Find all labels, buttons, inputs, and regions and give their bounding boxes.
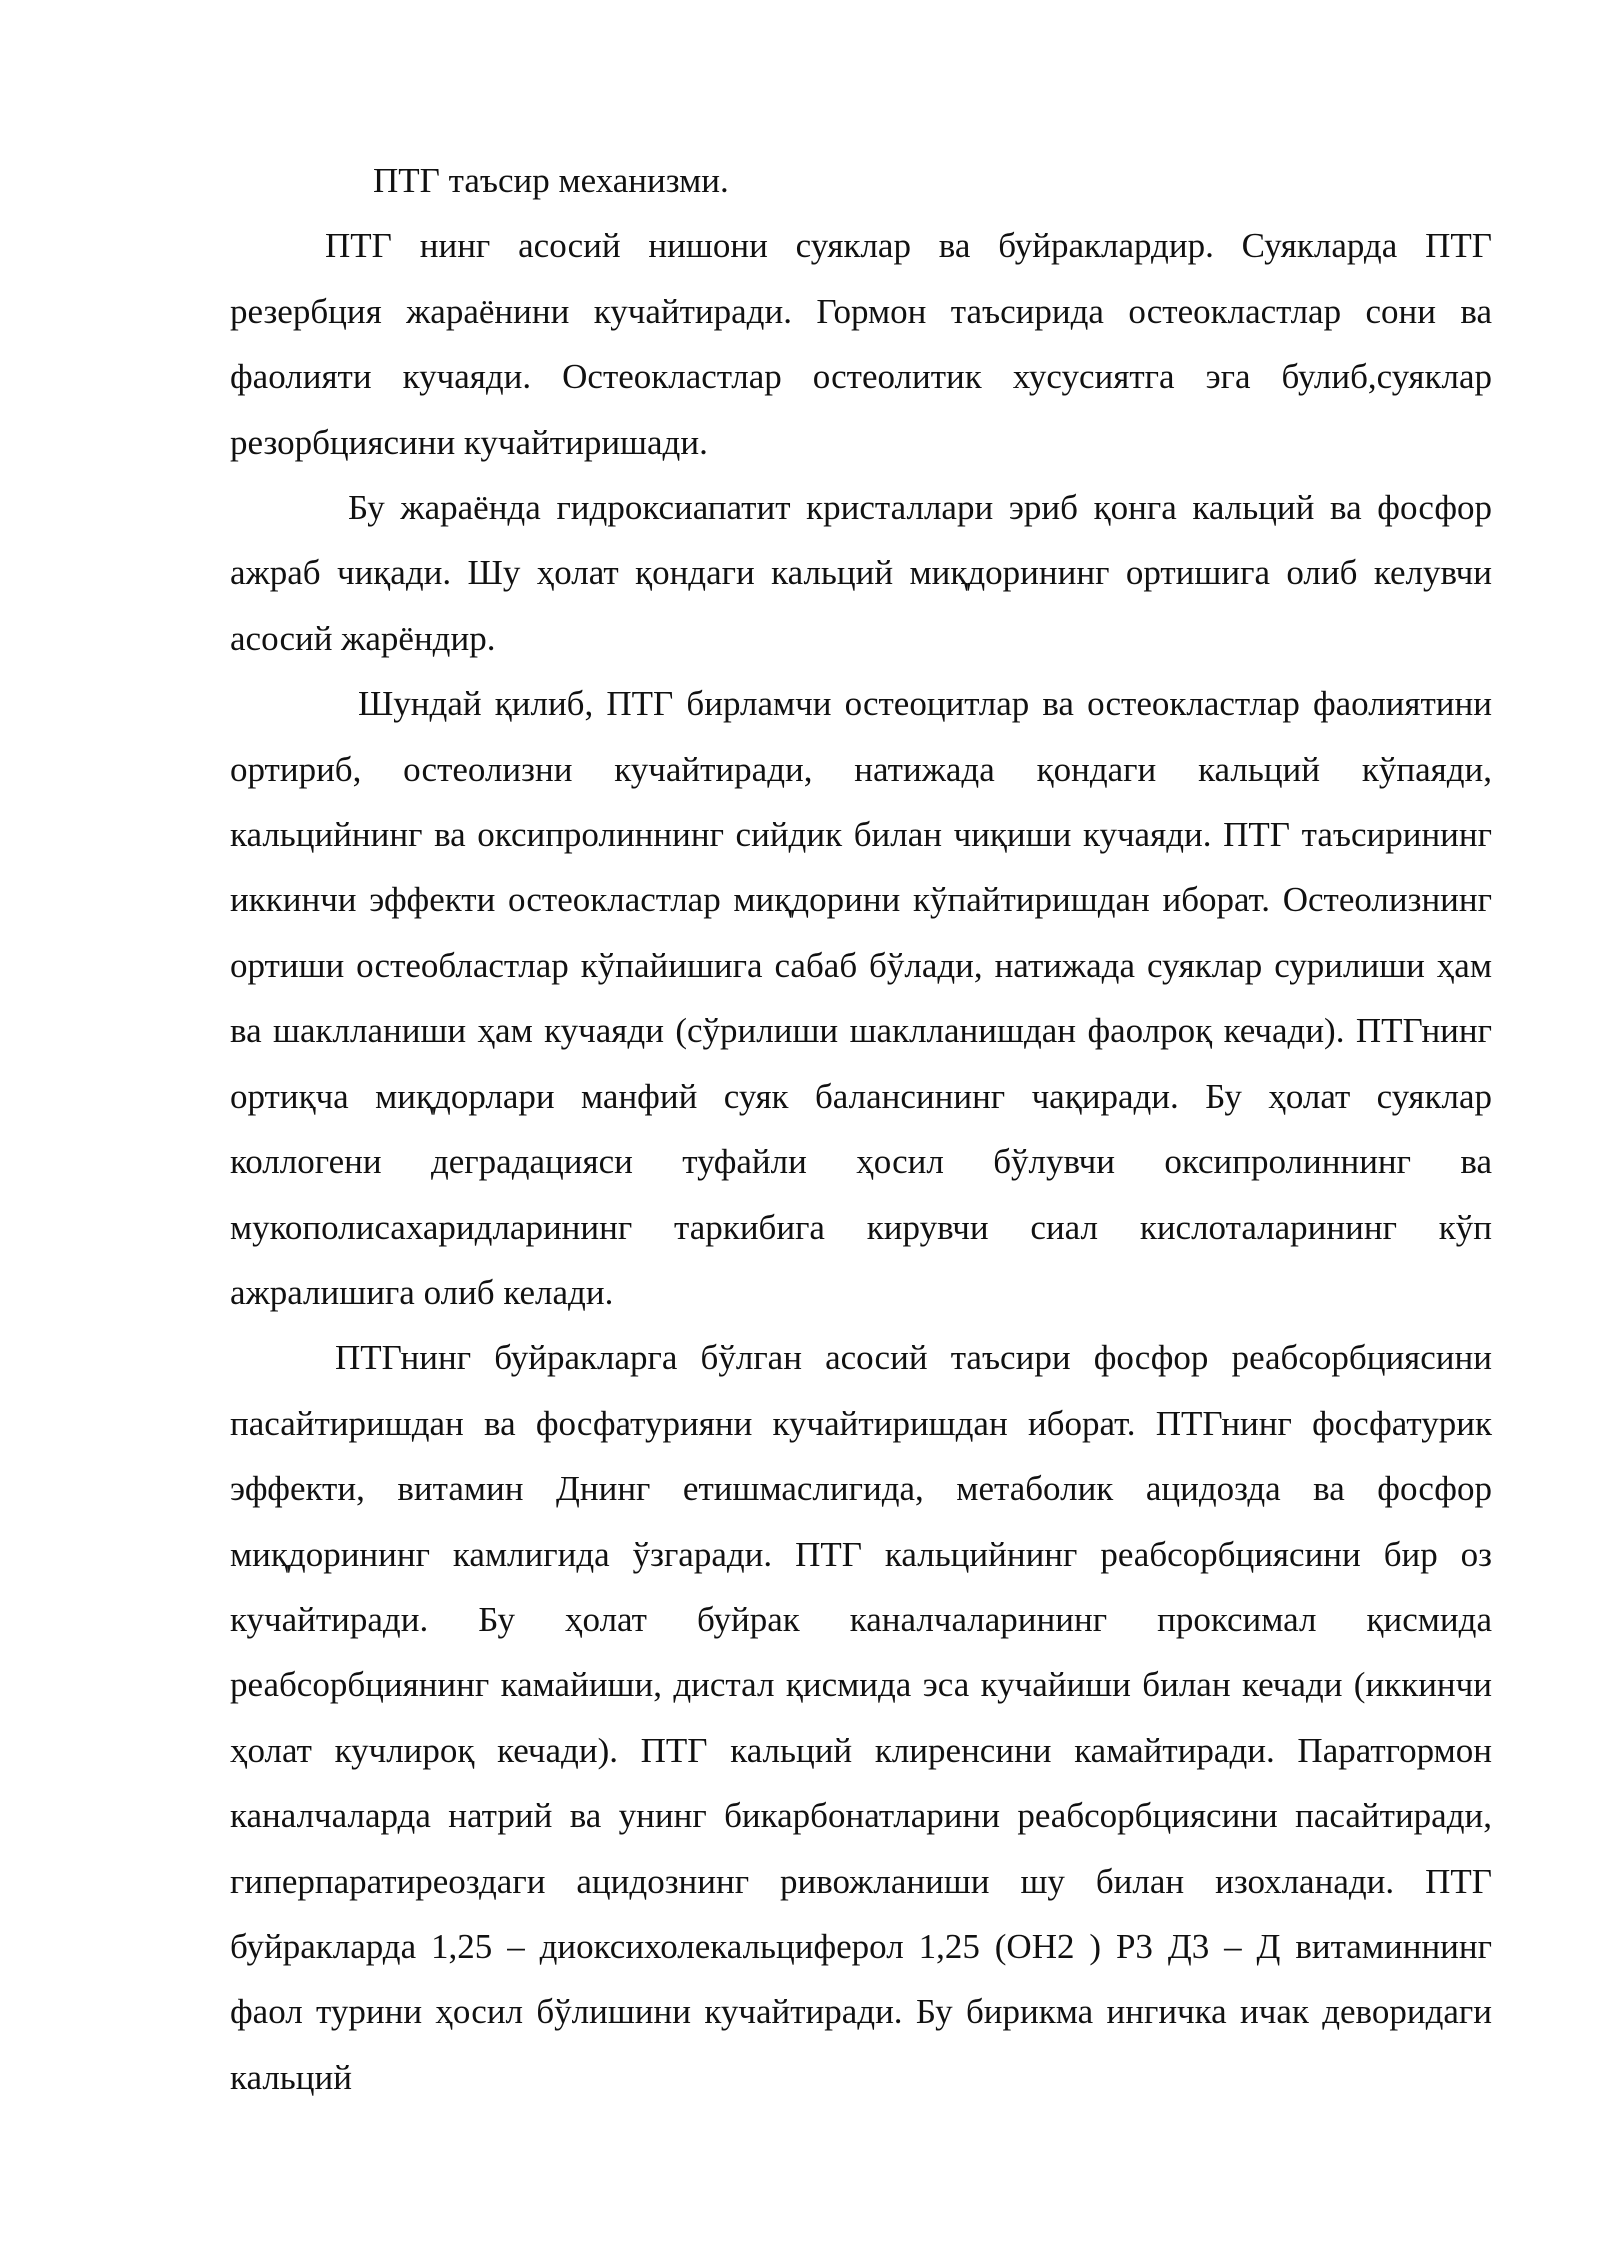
paragraph-1: ПТГ нинг асосий нишони суяклар ва буйраклардир. Суякларда ПТГ резербция жараёнини кучайтиради. Гормон таъсирида остеокластлар сони ва фаолияти кучаяди. Остеокластлар остеолитик хусусиятга эга булиб,суяклар резорбциясини кучайтиришади. [230,226,1492,462]
paragraph-3: Шундай қилиб, ПТГ бирламчи остеоцитлар ва остеокластлар фаолиятини ортириб, остеолизни кучайтиради, натижада қондаги кальций кўпаяди, кальцийнинг ва оксипролиннинг сийдик билан чиқиши кучаяди. ПТГ таъсирининг иккинчи эффекти остеокластлар миқдорини кўпайтиришдан иборат. Остеолизнинг ортиши остеобластлар кўпайишига сабаб бўлади, натижада суяклар сурилиши ҳам ва шаклланиши ҳам кучаяди (сўрилиши шаклланишдан фаолроқ кечади). ПТГнинг ортиқча миқдорлари манфий суяк балансининг чақиради. Бу ҳолат суяклар коллогени деградацияси туфайли ҳосил бўлувчи оксипролиннинг ва мукополисахаридларининг таркибига кирувчи сиал кислоталарининг кўп ажралишига олиб келади. [230,684,1492,1312]
paragraph-4: ПТГнинг буйракларга бўлган асосий таъсири фосфор реабсорбциясини пасайтиришдан ва фосфатурияни кучайтиришдан иборат. ПТГнинг фосфатурик эффекти, витамин Днинг етишмаслигида, метаболик ацидозда ва фосфор миқдорининг камлигида ўзгаради. ПТГ кальцийнинг реабсорбциясини бир оз кучайтиради. Бу ҳолат буйрак каналчаларининг проксимал қисмида реабсорбциянинг камайиши, дистал қисмида эса кучайиши билан кечади (иккинчи ҳолат кучлироқ кечади). ПТГ кальций клиренсини камайтиради. Паратгормон каналчаларда натрий ва унинг бикарбонатларини реабсорбциясини пасайтиради, гиперпаратиреоздаги ацидознинг ривожланиши шу билан изохланади. ПТГ буйракларда 1,25 – диоксихолекальциферол 1,25 (ОН2 ) Р3 Д3 – Д витаминнинг фаол турини ҳосил бўлишини кучайтиради. Бу бирикма ингичка ичак деворидаги кальций [230,1338,1492,2097]
paragraph-2: Бу жараёнда гидроксиапатит кристаллари эриб қонга кальций ва фосфор ажраб чиқади. Шу ҳолат қондаги кальций миқдорининг ортишига олиб келувчи асосий жарёндир. [230,488,1492,658]
document-body [230,148,1492,2110]
document-title: ПТГ таъсир механизми. [373,161,729,200]
